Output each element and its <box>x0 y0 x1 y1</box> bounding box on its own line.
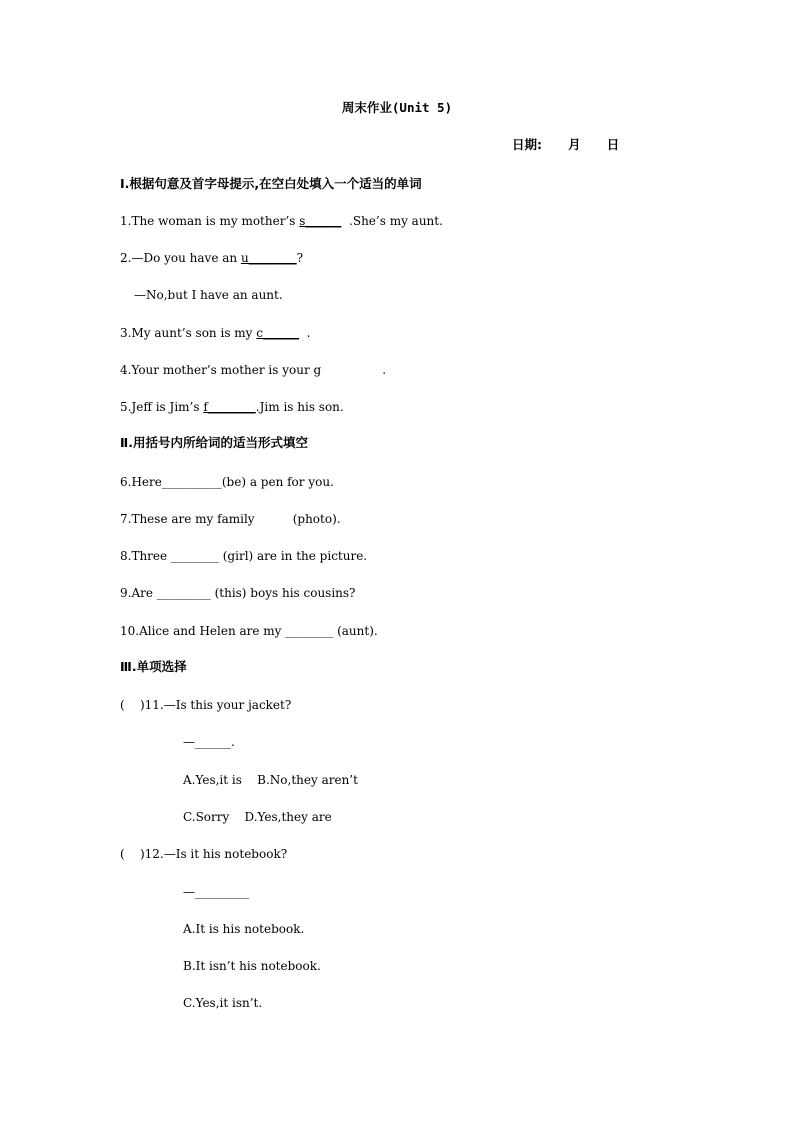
question-12-option-b: B.It isn’t his notebook. <box>183 959 321 973</box>
question-2-reply: —No,but I have an aunt. <box>134 288 283 302</box>
question-5: 5.Jeff is Jim’s f________.Jim is his son. <box>120 400 344 414</box>
question-12: ( )12.—Is it his notebook? <box>120 847 288 861</box>
question-12-option-a: A.It is his notebook. <box>183 922 305 936</box>
question-10: 10.Alice and Helen are my ________ (aunt). <box>120 624 378 638</box>
question-11-options-ab: A.Yes,it is B.No,they aren’t <box>183 773 358 787</box>
question-8: 8.Three ________ (girl) are in the picture. <box>120 549 368 563</box>
question-9: 9.Are _________ (this) boys his cousins? <box>120 586 356 600</box>
question-3: 3.My aunt’s son is my c______ . <box>120 326 311 340</box>
question-4: 4.Your mother’s mother is your g . <box>120 363 387 377</box>
question-11-blank: —______. <box>183 735 235 749</box>
answer-blank: s______ <box>299 214 342 228</box>
section-1-heading: Ⅰ.根据句意及首字母提示,在空白处填入一个适当的单词 <box>120 176 422 191</box>
question-11-options-cd: C.Sorry D.Yes,they are <box>183 810 332 824</box>
date-line: 日期: 月 日 <box>512 137 620 152</box>
question-12-option-c: C.Yes,it isn’t. <box>183 996 263 1010</box>
question-6: 6.Here__________(be) a pen for you. <box>120 475 334 489</box>
section-3-heading: Ⅲ.单项选择 <box>120 659 187 674</box>
answer-blank: c______ <box>256 326 299 340</box>
question-12-blank: —_________ <box>183 885 249 899</box>
question-1: 1.The woman is my mother’s s______ .She’s my aunt. <box>120 214 443 228</box>
page-title: 周末作业(Unit 5) <box>341 100 453 115</box>
question-2: 2.—Do you have an u________? <box>120 251 304 265</box>
answer-blank: f________ <box>203 400 256 414</box>
question-11: ( )11.—Is this your jacket? <box>120 698 292 712</box>
question-7: 7.These are my family (photo). <box>120 512 341 526</box>
answer-blank: u________ <box>240 251 297 265</box>
section-2-heading: Ⅱ.用括号内所给词的适当形式填空 <box>120 435 308 450</box>
